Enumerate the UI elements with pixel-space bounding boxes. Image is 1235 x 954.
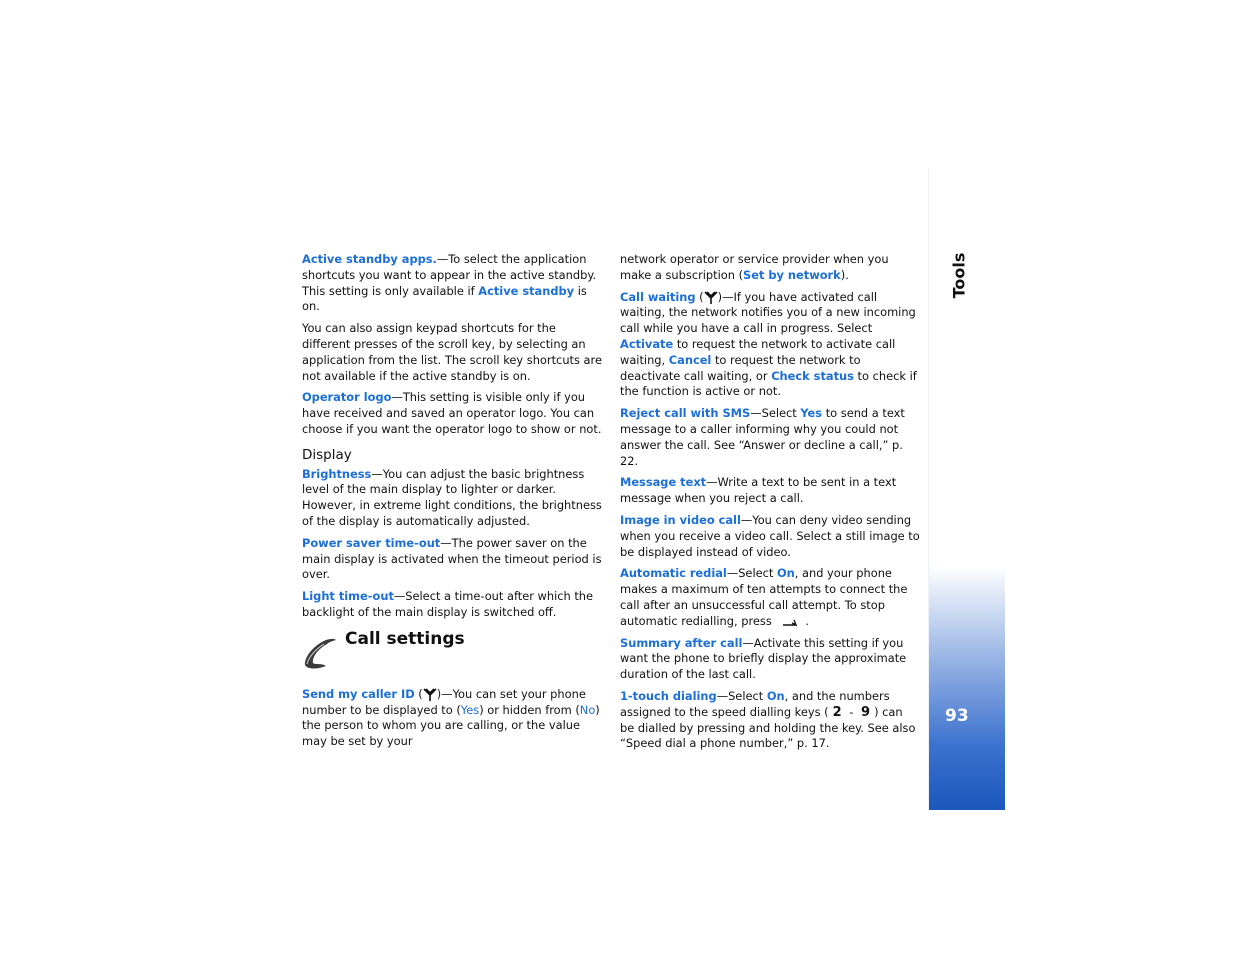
text: , and your phone makes a maximum of ten attempts to connect the call after an unsuccessful call attempt. To stop automatic redialling, press <box>620 566 908 628</box>
text: . <box>805 613 810 628</box>
paragraph-image-video-call <box>620 513 920 560</box>
text: ) the person to whom you are calling, or the value may be set by your <box>302 702 600 749</box>
term-active-standby-apps: Active standby apps. <box>302 252 437 266</box>
key-9-icon: 9 <box>861 704 871 720</box>
term-summary-after-call: Summary after call <box>620 635 743 650</box>
paragraph-active-standby-apps <box>302 252 602 315</box>
text: network operator or service provider when you make a subscription ( <box>620 252 889 282</box>
chapter-label-text: Tools <box>949 252 969 299</box>
term-on: On <box>766 688 785 703</box>
paragraph-summary-after-call <box>620 636 920 683</box>
option-yes: Yes <box>460 702 480 717</box>
left-column <box>302 252 602 756</box>
page-number: 93 <box>945 706 969 726</box>
text: ) or hidden from ( <box>479 702 580 717</box>
text: —Select <box>750 406 801 421</box>
antenna-icon <box>423 687 437 701</box>
term-power-saver: Power saver time-out <box>302 535 441 550</box>
text: ) can be dialled by pressing and holding the key. See also “Speed dial a phone number,” p. 17. <box>620 704 916 751</box>
term-check-status: Check status <box>771 368 854 383</box>
paragraph-automatic-redial <box>620 566 920 629</box>
text: ( <box>695 289 704 304</box>
paragraph-send-caller-id <box>302 687 602 750</box>
term-operator-logo: Operator logo <box>302 390 392 405</box>
text: —Write a text to be sent in a text message when you reject a call. <box>620 475 897 506</box>
text: —Activate this setting if you want the phone to briefly display the approximate duration of the last call. <box>620 635 907 682</box>
term-message-text: Message text <box>620 475 707 490</box>
term-light-timeout: Light time-out <box>302 589 394 604</box>
term-on: On <box>776 566 795 581</box>
paragraph-power-saver <box>302 536 602 583</box>
term-automatic-redial: Automatic redial <box>620 566 727 581</box>
text: is on. <box>302 283 587 314</box>
paragraph-message-text <box>620 475 920 507</box>
text: ( <box>414 686 423 701</box>
text: —The power saver on the main display is activated when the timeout period is over. <box>302 535 602 582</box>
term-active-standby: Active standby <box>478 283 575 298</box>
term-yes: Yes <box>800 406 823 421</box>
term-brightness: Brightness <box>302 466 372 481</box>
text: —Select a time-out after which the backlight of the main display is switched off. <box>302 589 594 619</box>
paragraph-keypad-shortcuts: You can also assign keypad shortcuts for the different presses of the scroll key, by selecting an application from the list. The scroll key shortcuts are not available if the active standby is on. <box>302 321 602 383</box>
text: )—You can set your phone number to be displayed to ( <box>302 686 586 717</box>
display-heading: Display <box>302 446 352 463</box>
term-call-waiting: Call waiting <box>620 289 696 304</box>
paragraph-operator-logo <box>302 390 602 437</box>
text: to request the network to deactivate call waiting, or <box>620 352 861 383</box>
chapter-label <box>946 252 969 299</box>
term-cancel: Cancel <box>668 352 712 367</box>
term-activate: Activate <box>620 336 674 351</box>
text: —Select <box>716 688 767 703</box>
text: —This setting is visible only if you have received and saved an operator logo. You can choose if you want the operator logo to show or not. <box>302 390 602 436</box>
term-send-my-caller-id: Send my caller ID <box>302 686 415 701</box>
text: to request the network to activate call waiting, <box>620 336 896 367</box>
text: —To select the application shortcuts you want to appear in the active standby. This setting is only available if <box>302 252 597 298</box>
paragraph-1-touch-dialing <box>620 689 920 752</box>
text: —You can deny video sending when you receive a video call. Select a still image to be displayed instead of video. <box>620 512 920 559</box>
paragraph-reject-call-sms <box>620 406 920 469</box>
text: —Select <box>726 566 777 581</box>
text: ). <box>840 267 849 282</box>
antenna-icon <box>704 290 718 304</box>
end-call-key-icon <box>779 616 801 628</box>
text: , and the numbers assigned to the speed dialling keys ( <box>620 688 890 719</box>
text: to send a text message to a caller informing why you could not answer the call. See “Answer or decline a call,” p. 22. <box>620 406 905 468</box>
paragraph-network-operator <box>620 252 920 284</box>
term-1-touch-dialing: 1-touch dialing <box>620 688 717 703</box>
term-set-by-network: Set by network <box>743 267 841 282</box>
term-image-video-call: Image in video call <box>620 512 741 527</box>
phone-handset-icon <box>302 635 338 671</box>
section-header-call-settings <box>302 628 602 681</box>
paragraph-call-waiting <box>620 290 920 401</box>
term-reject-call-sms: Reject call with SMS <box>620 406 751 421</box>
key-2-icon: 2 <box>832 704 842 720</box>
option-no: No <box>579 702 596 717</box>
right-column <box>620 252 920 758</box>
section-title: Call settings <box>345 628 465 649</box>
text: —You can adjust the basic brightness level of the main display to lighter or darker. However, in extreme light conditions, the brightness of the display is automatically adjusted. <box>302 466 602 528</box>
text: )—If you have activated call waiting, the network notifies you of a new incoming call while you have a call in progress. Select <box>620 289 916 336</box>
text: - <box>845 704 858 719</box>
text: to check if the function is active or not. <box>620 368 917 399</box>
paragraph-light-timeout <box>302 589 602 621</box>
paragraph-brightness <box>302 467 602 530</box>
